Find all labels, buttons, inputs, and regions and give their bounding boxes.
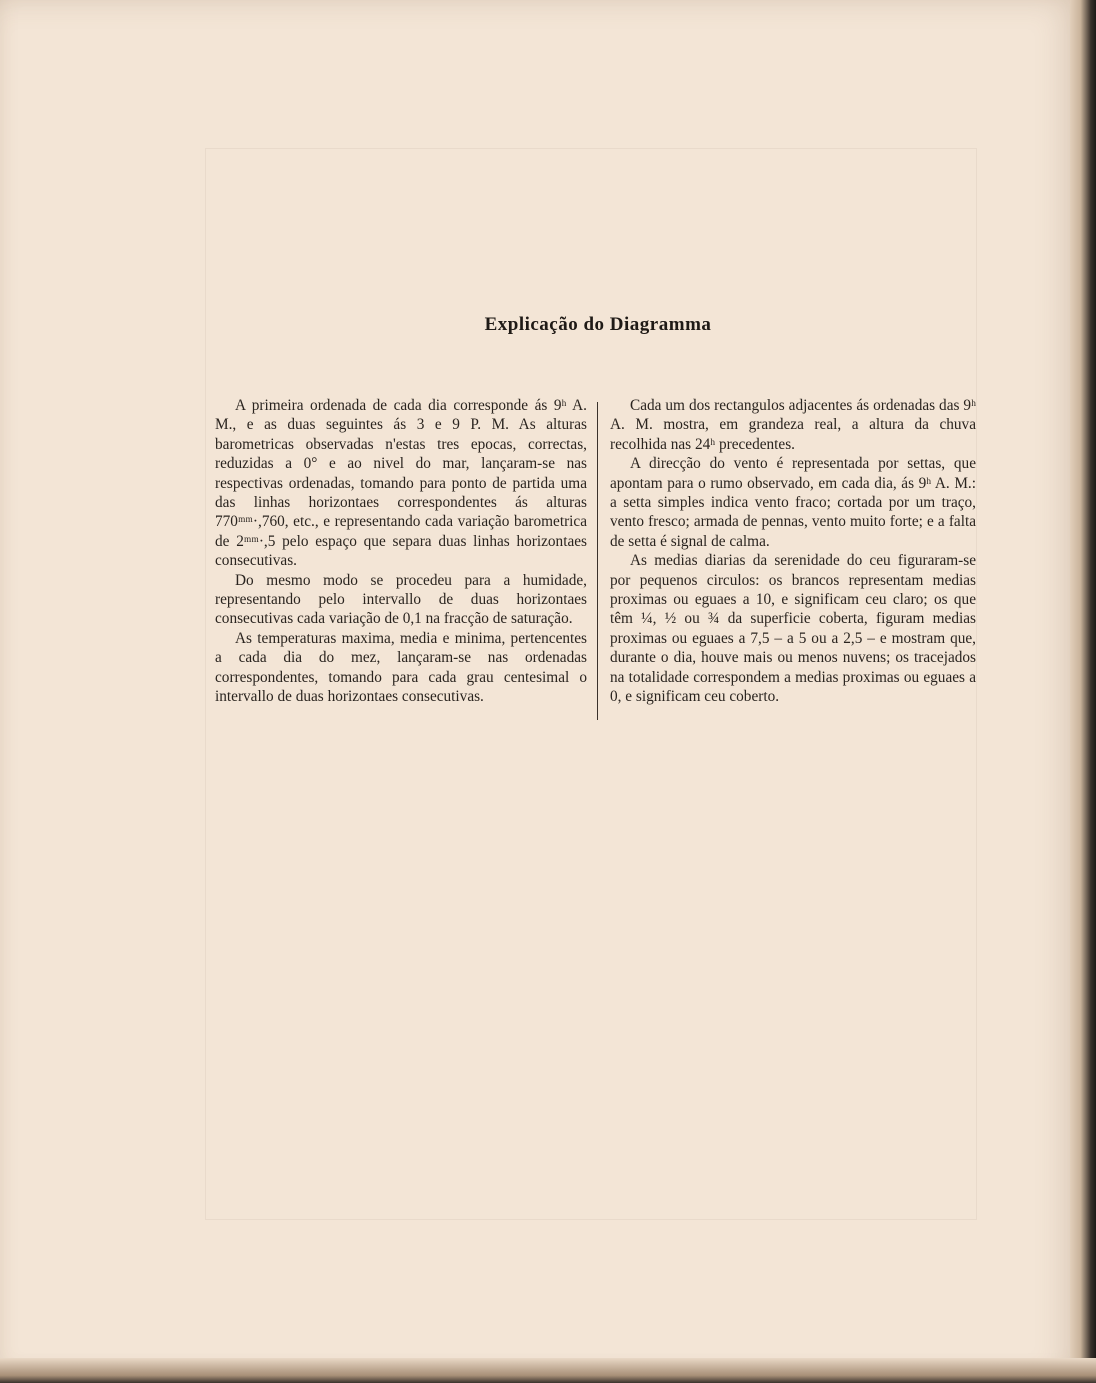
paragraph-wind: A direcção do vento é representada por settas, que apontam para o rumo observado, em cada dia, ás 9ʰ A. M.: a setta simples indica vento fraco; cortada por um traço, vento fresco; armada de pennas, vento muito forte; e a falta de setta é signal de calma.	[610, 455, 976, 550]
page-edge-right	[1070, 0, 1096, 1383]
paragraph-humidity: Do mesmo modo se procedeu para a humidade, representando pelo intervallo de duas horizontaes consecutivas cada variação de 0,1 na fracção de saturação.	[215, 571, 587, 628]
paragraph-temperature: As temperaturas maxima, media e minima, pertencentes a cada dia do mez, lançaram-se nas ordenadas correspondentes, tomando para cada grau centesimal o intervallo de duas horizontaes consecutivas.	[215, 629, 587, 706]
page-title: Explicação do Diagramma	[484, 314, 712, 335]
paragraph-sky: As medias diarias da serenidade do ceu figuraram-se por pequenos circulos: os brancos representam medias proximas ou eguaes a 10, e significam ceu claro; os que têm ¼, ½ ou ¾ da superficie coberta, figuram medias proximas ou eguaes a 7,5 – a 5 ou a 2,5 – e mostram que, durante o dia, houve mais ou menos nuvens; os tracejados na totalidade correspondem a medias proximas ou eguaes a 0, e significam ceu coberto.	[610, 552, 976, 706]
paragraph-barometer: A primeira ordenada de cada dia corresponde ás 9ʰ A. M., e as duas seguintes ás 3 e 9 P. M. As alturas barometricas observadas n'estas tres epocas, correctas, reduzidas a 0° e ao nivel do mar, lançaram-se nas respectivas ordenadas, tomando para ponto de partida uma das linhas horizontaes correspondentes ás alturas 770ᵐᵐ·,760, etc., e representando cada variação barometrica de 2ᵐᵐ·,5 pelo espaço que separa duas linhas horizontaes consecutivas.	[215, 397, 587, 570]
column-divider	[597, 402, 598, 720]
right-column	[610, 396, 976, 707]
page-edge-bottom	[0, 1358, 1096, 1383]
left-column	[215, 396, 587, 707]
paragraph-rain: Cada um dos rectangulos adjacentes ás ordenadas das 9ʰ A. M. mostra, em grandeza real, a altura da chuva recolhida nas 24ʰ precedentes.	[610, 397, 976, 453]
